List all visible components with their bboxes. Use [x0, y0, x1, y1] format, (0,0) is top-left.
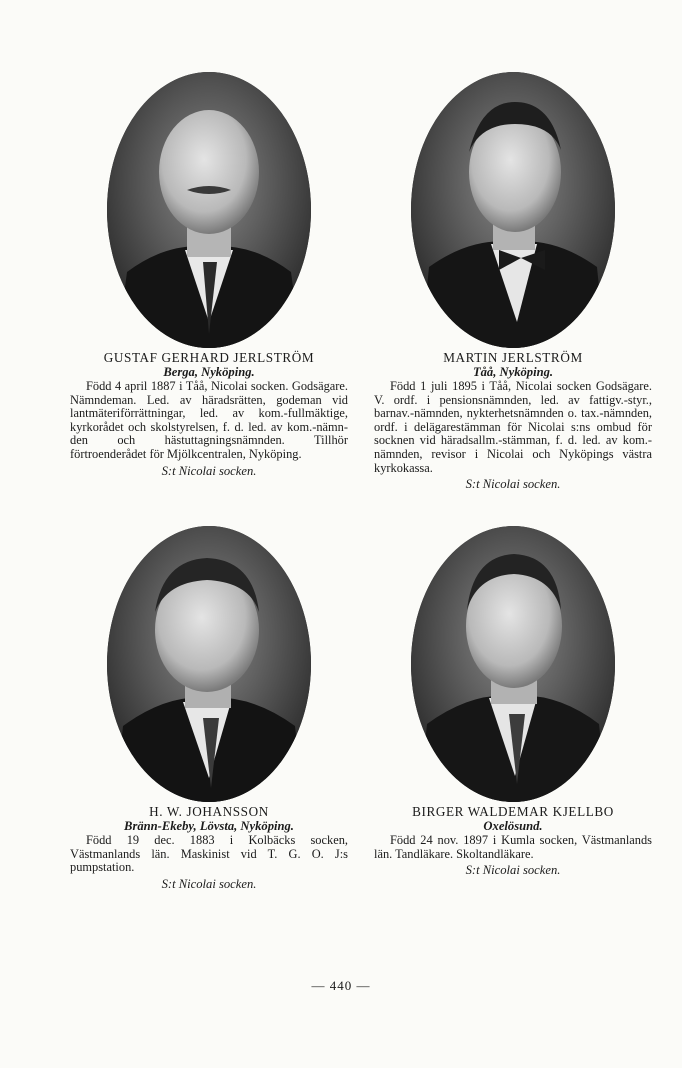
person-biography: Född 24 nov. 1897 i Kumla socken, Västmanlands län. Tandläkare. Skoltandläkare. — [374, 833, 652, 861]
portrait-image — [107, 72, 311, 348]
person-residence: Berga, Nyköping. — [163, 365, 255, 379]
portrait-photo — [411, 526, 615, 802]
portrait-photo — [107, 72, 311, 348]
person-name: GUSTAF GERHARD JERLSTRÖM — [103, 350, 315, 365]
person-entry — [374, 526, 652, 878]
portrait-image — [107, 526, 311, 802]
person-entry — [374, 72, 652, 492]
person-biography: Född 19 dec. 1883 i Kolbäcks socken, Västmanlands län. Maskinist vid T. G. O. J:s pumpstation. — [70, 833, 348, 875]
person-parish: S:t Nicolai socken. — [465, 863, 561, 878]
person-parish: S:t Nicolai socken. — [465, 477, 561, 492]
person-parish: S:t Nicolai socken. — [161, 876, 257, 891]
person-residence: Tåå, Nyköping. — [472, 365, 554, 379]
person-name: BIRGER WALDEMAR KJELLBO — [412, 804, 614, 819]
person-entry — [70, 72, 348, 479]
page-number: — 440 — — [311, 978, 371, 993]
person-name: H. W. JOHANSSON — [149, 804, 269, 819]
person-biography: Född 1 juli 1895 i Tåå, Nicolai socken Godsägare. V. ordf. i pensionsnämnden, led. av fattigv.-styr., barnav.-nämnden, nykterhetsnämnden o. tax.-nämnden, ordf. i delägarestämman för Nicolai s:ns ombud för socknen vid häradsallm.-stämman, f. d. led. av kom.-nämnden, revisor i Nicolai och Nyköpings västra kyrkokassa. — [374, 379, 652, 475]
portrait-image — [411, 526, 615, 802]
person-biography: Född 4 april 1887 i Tåå, Nicolai socken. Godsägare. Nämndeman. Led. av häradsrätten, godeman vid lantmäteriförrättningar, led. av kom.-fullmäktige, kyrkorådet och skolstyrelsen, f. d. led. av kom.-nämnden och hästuttagningsnämnden. Tillhör förtroenderådet för Mjölkcentralen, Nyköping. — [70, 379, 348, 461]
person-residence: Oxelösund. — [483, 819, 543, 833]
person-parish: S:t Nicolai socken. — [161, 463, 257, 478]
portrait-image — [411, 72, 615, 348]
person-entry — [70, 526, 348, 892]
portrait-photo — [107, 526, 311, 802]
person-name: MARTIN JERLSTRÖM — [443, 350, 583, 365]
portrait-photo — [411, 72, 615, 348]
person-residence: Bränn-Ekeby, Lövsta, Nyköping. — [124, 819, 294, 833]
